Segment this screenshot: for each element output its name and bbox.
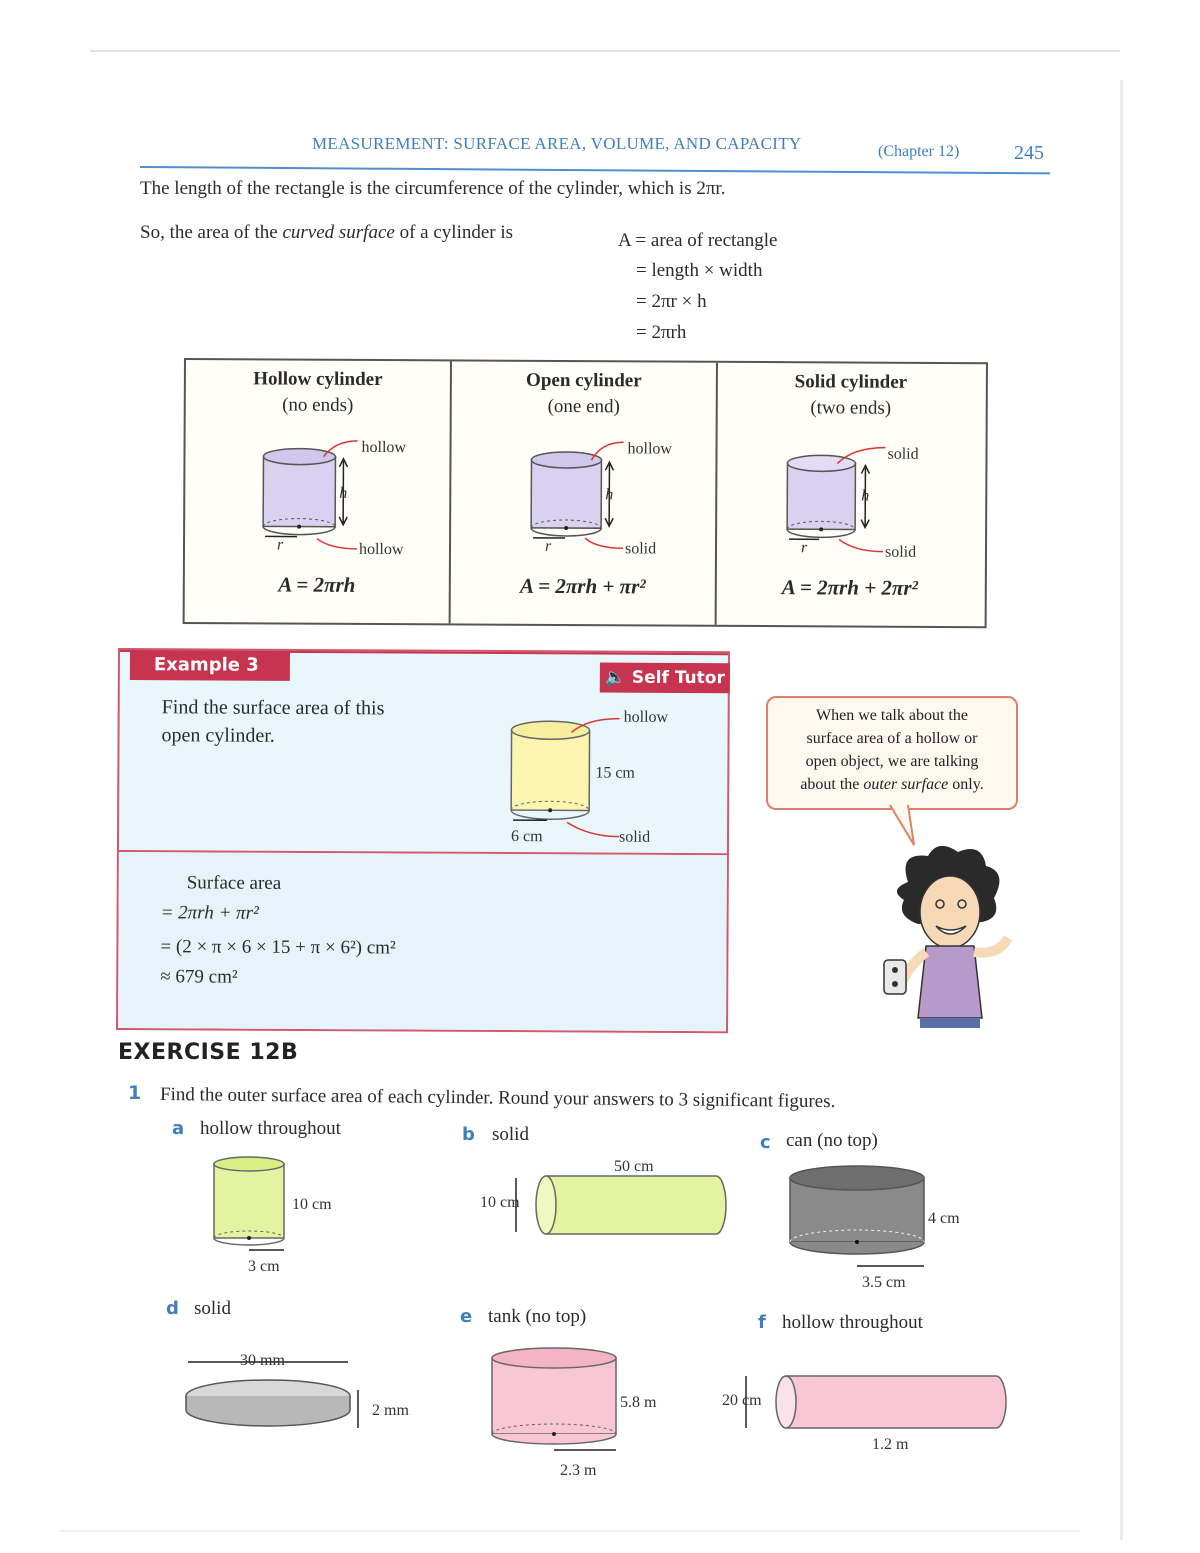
diameter-dimension: 30 mm: [240, 1352, 285, 1369]
speaker-icon: 🔈: [604, 667, 627, 688]
speech-line: open object, we are talking: [805, 753, 979, 770]
example-box: [116, 648, 730, 1033]
solid-cylinder-cell: [717, 363, 984, 626]
part-description: solid: [492, 1124, 529, 1145]
radius-dimension: 6 cm: [510, 828, 543, 846]
cylinder-b-diagram: [500, 1170, 760, 1250]
chapter-label: (Chapter 12): [878, 143, 960, 160]
top-label: solid: [887, 445, 919, 463]
example-tab: Example 3: [130, 650, 290, 681]
example-solution: [118, 852, 727, 1031]
length-dimension: 1.2 m: [872, 1436, 909, 1453]
chapter-title: MEASUREMENT: SURFACE AREA, VOLUME, AND CAPACITY: [312, 134, 802, 153]
derivation-step: = 2πrh: [636, 322, 687, 343]
open-cylinder-diagram: [451, 361, 718, 562]
cell-subtitle: (two ends): [810, 397, 892, 419]
solution-line: = (2 × π × 6 × 15 + π × 6²) cm²: [160, 936, 396, 959]
radius-dimension: 2.3 m: [560, 1462, 597, 1479]
radius-dimension: 3.5 cm: [862, 1274, 906, 1291]
height-dimension: 4 cm: [928, 1210, 960, 1227]
cell-subtitle: (one end): [547, 395, 620, 418]
intro-italic: curved surface: [282, 222, 395, 243]
speech-text: [778, 704, 1006, 796]
page-number: 245: [1014, 142, 1044, 164]
height-dimension: 15 cm: [595, 764, 635, 782]
radius-label: r: [800, 539, 808, 557]
hollow-cylinder-cell: [185, 360, 452, 623]
height-label: h: [605, 486, 614, 504]
intro-prefix: So, the area of the: [140, 222, 278, 243]
radius-dimension: 3 cm: [248, 1258, 280, 1275]
solution-line: = 2πrh + πr²: [160, 902, 259, 924]
cylinder-formula-table: [183, 358, 988, 628]
speech-line: When we talk about the: [816, 707, 968, 724]
part-label: d: [166, 1298, 179, 1319]
example-question-line: open cylinder.: [161, 724, 275, 747]
diameter-dimension: 10 cm: [480, 1194, 520, 1211]
cell-title: Solid cylinder: [794, 371, 908, 393]
height-dimension: 5.8 m: [620, 1394, 657, 1411]
example-cylinder-diagram: [119, 650, 728, 853]
top-label: hollow: [623, 708, 669, 726]
thickness-dimension: 2 mm: [372, 1402, 409, 1419]
cartoon-character-illustration: [878, 842, 1028, 1032]
part-description: hollow throughout: [782, 1312, 923, 1333]
intro-suffix: of a cylinder is: [399, 222, 514, 243]
header-rule: [140, 166, 1050, 174]
top-label: hollow: [361, 438, 407, 457]
open-cylinder-cell: [451, 361, 718, 624]
intro-line-2: [140, 222, 513, 244]
speech-pointer: [890, 805, 930, 845]
length-dimension: 50 cm: [614, 1158, 654, 1175]
radius-label: r: [544, 537, 552, 555]
part-description: can (no top): [786, 1130, 878, 1151]
page-edge: [60, 1530, 1080, 1532]
formula: A = 2πrh: [278, 572, 356, 597]
cell-title: Hollow cylinder: [253, 368, 383, 391]
derivation-step: = 2πr × h: [636, 291, 707, 312]
solid-cylinder-diagram: [717, 363, 984, 564]
height-label: h: [861, 487, 870, 505]
diameter-dimension: 20 cm: [722, 1392, 762, 1409]
part-label: e: [460, 1306, 473, 1327]
question-text: Find the outer surface area of each cylinder. Round your answers to 3 significant figures.: [159, 1084, 836, 1113]
speech-line: surface area of a hollow or: [806, 730, 978, 747]
self-tutor-label: Self Tutor: [631, 667, 725, 689]
part-label: a: [172, 1118, 185, 1139]
top-label: hollow: [627, 440, 673, 458]
cylinder-f-diagram: [730, 1366, 1010, 1446]
cylinder-c-diagram: [786, 1164, 946, 1274]
part-label: f: [758, 1312, 766, 1333]
derivation-step: A = area of rectangle: [618, 230, 778, 251]
bottom-label: hollow: [358, 540, 404, 559]
speech-bubble: [766, 696, 1018, 810]
solution-line: ≈ 679 cm²: [160, 966, 238, 988]
bottom-label: solid: [618, 828, 651, 846]
cell-title: Open cylinder: [526, 369, 642, 392]
bottom-label: solid: [624, 540, 657, 558]
formula: A = 2πrh + 2πr²: [781, 575, 918, 600]
page-edge: [90, 50, 1120, 52]
speech-line: about the outer surface only.: [800, 776, 984, 793]
bottom-label: solid: [884, 543, 917, 561]
cell-subtitle: (no ends): [282, 394, 354, 416]
part-label: b: [462, 1124, 475, 1145]
formula: A = 2πrh + πr²: [519, 573, 646, 599]
height-dimension: 10 cm: [292, 1196, 332, 1213]
radius-label: r: [276, 536, 284, 554]
hollow-cylinder-diagram: [185, 360, 452, 561]
part-description: hollow throughout: [200, 1118, 341, 1139]
example-question-line: Find the surface area of this: [161, 696, 385, 720]
exercise-title: EXERCISE 12B: [118, 1040, 299, 1065]
page-header: [140, 128, 1050, 172]
solution-line: Surface area: [186, 872, 282, 894]
page-edge: [1120, 80, 1123, 1540]
intro-line-1: The length of the rectangle is the circumference of the cylinder, which is 2πr.: [140, 178, 726, 199]
question-number: 1: [128, 1082, 142, 1104]
height-label: h: [339, 484, 348, 502]
part-label: c: [760, 1132, 771, 1153]
part-description: tank (no top): [488, 1306, 587, 1327]
part-description: solid: [194, 1298, 231, 1319]
derivation-step: = length × width: [636, 260, 763, 281]
